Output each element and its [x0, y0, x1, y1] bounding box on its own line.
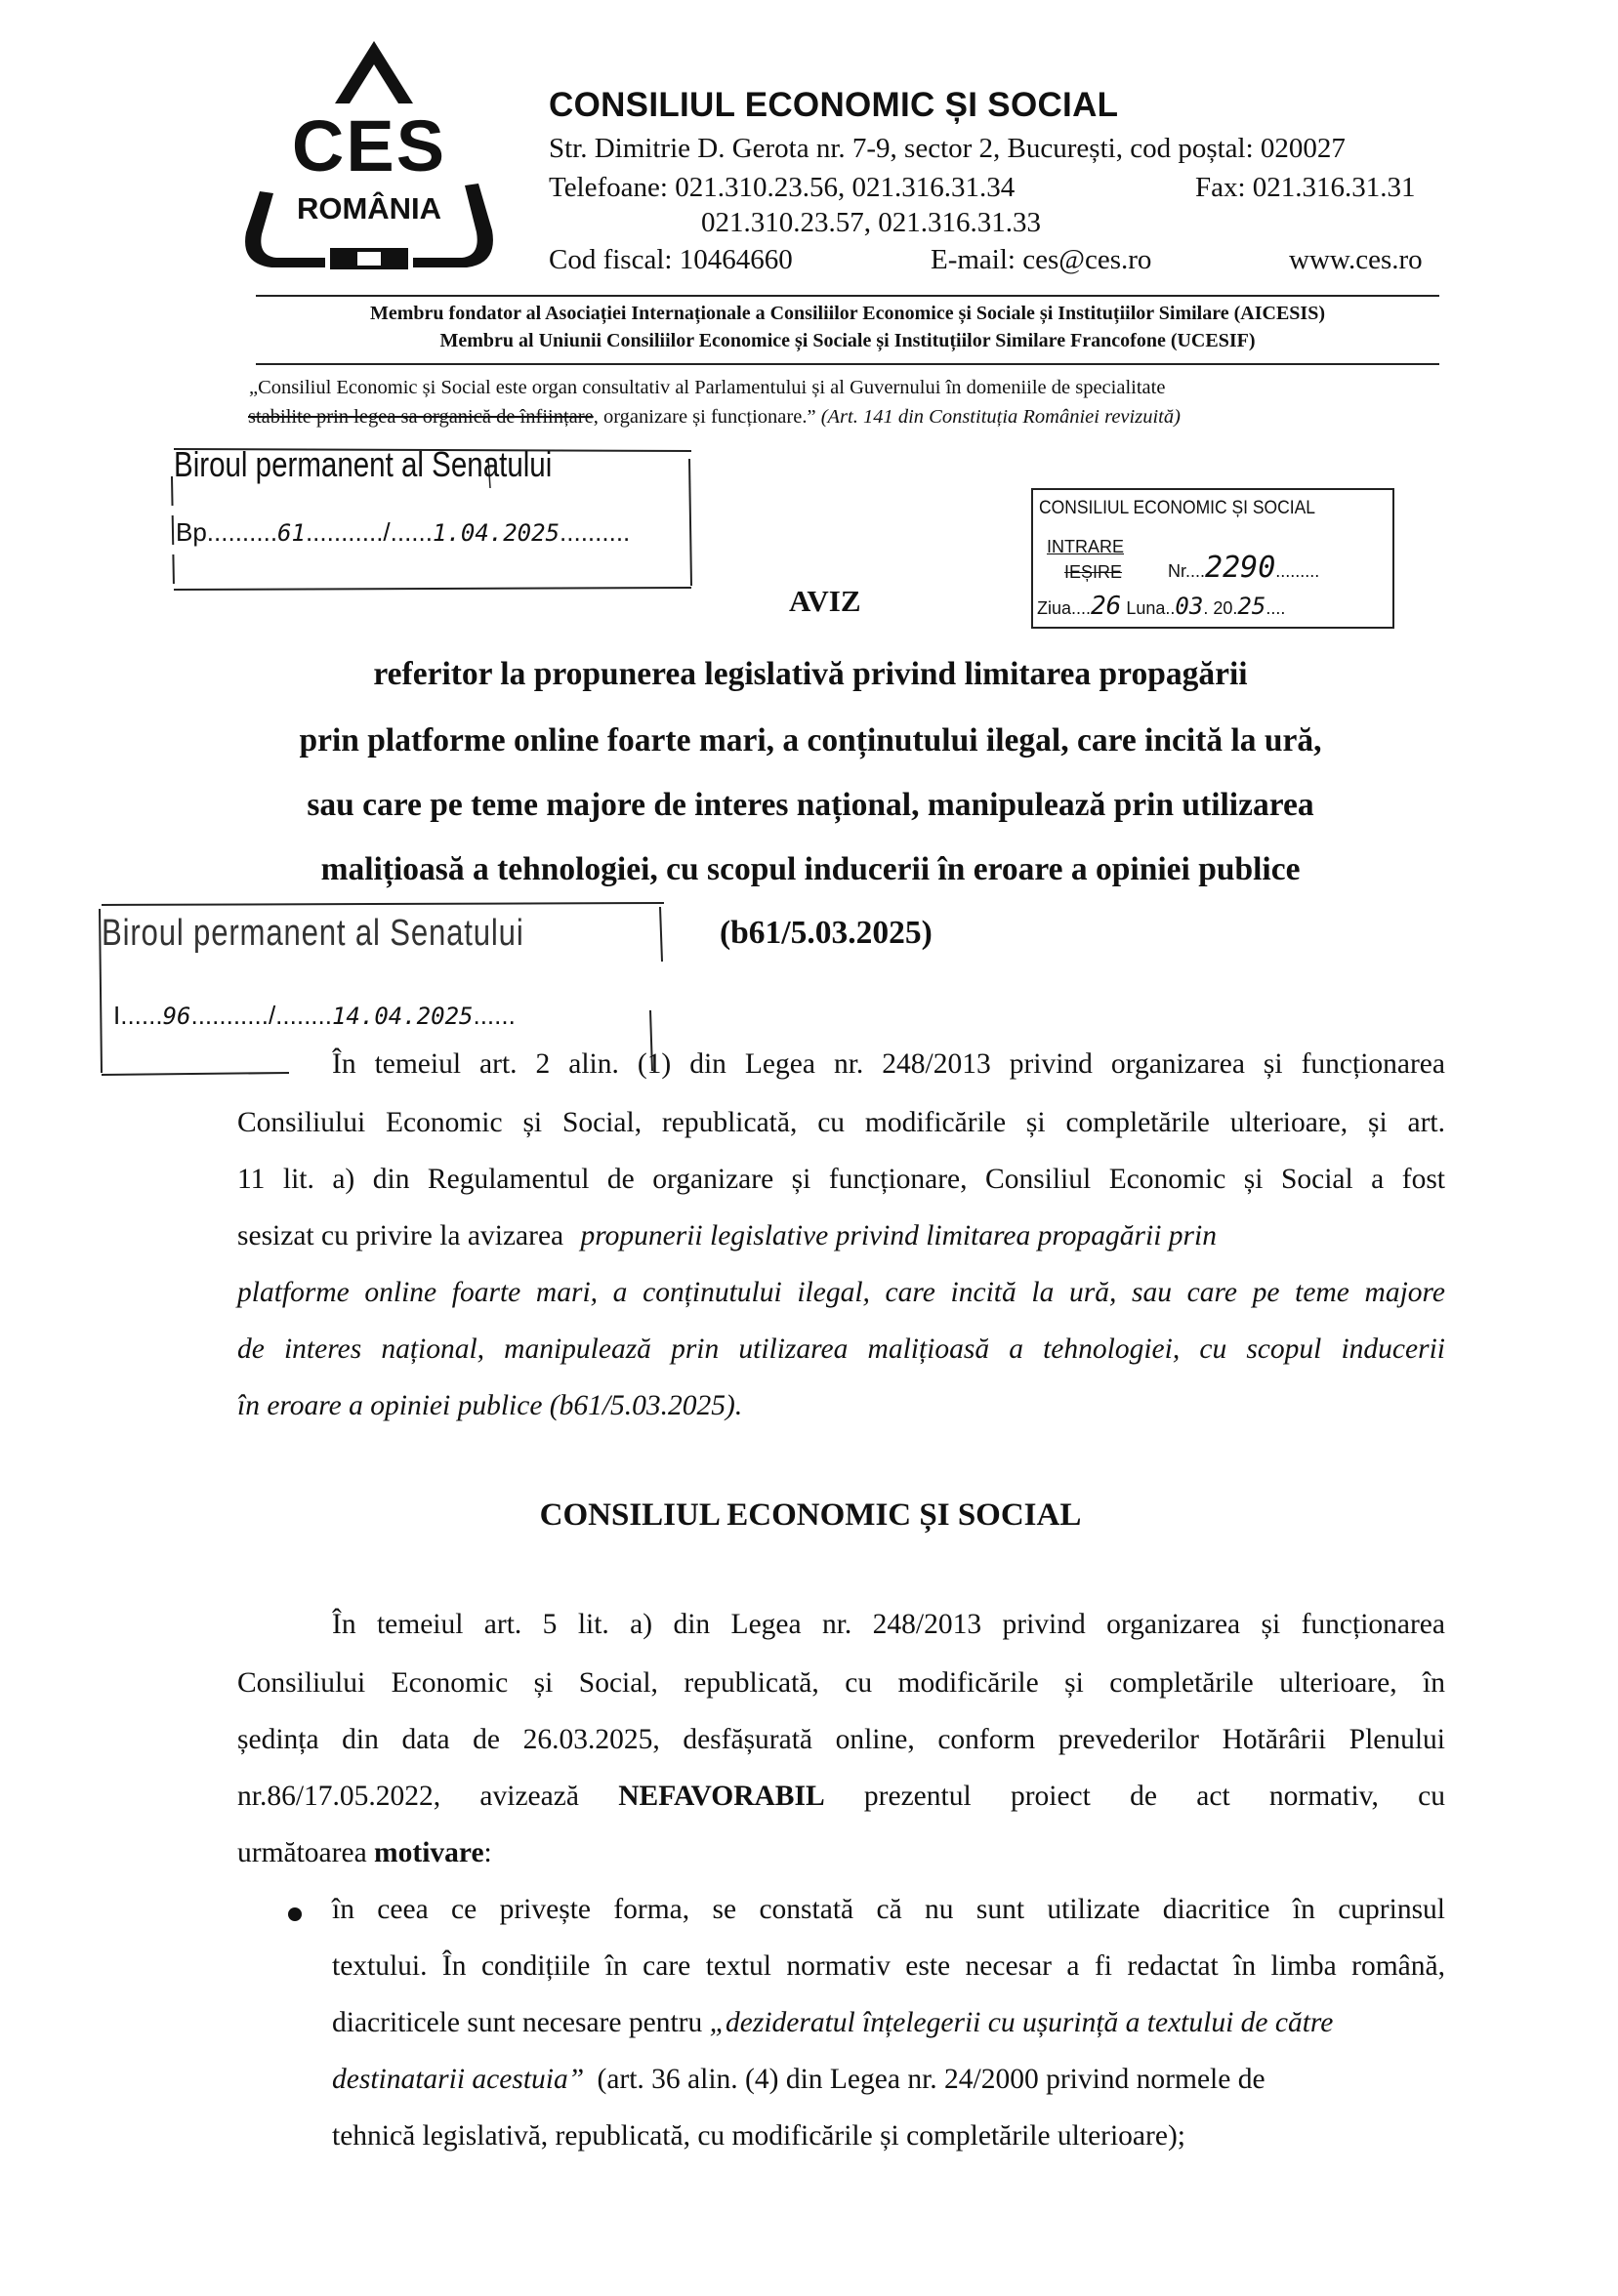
decision-line-5-c: :	[483, 1837, 492, 1868]
org-fax: Fax: 021.316.31.31	[1195, 172, 1416, 203]
decision-line-5-a: următoarea	[237, 1837, 367, 1868]
senate-stamp-1-prefix: Bp.	[176, 517, 215, 547]
ces-registry-iesire: IEȘIRE	[1064, 562, 1123, 582]
ces-registry-an-prefix: 20	[1213, 598, 1233, 618]
senate-stamp-1-number: 61	[277, 519, 306, 547]
ces-registry-stamp	[1031, 488, 1394, 629]
decision-line-5	[237, 1837, 492, 1869]
constitution-quote-line2	[248, 406, 1449, 429]
intro-line-4-italic: propunerii legislative privind limitarea propagării prin	[580, 1220, 1217, 1251]
org-cod-fiscal: Cod fiscal: 10464660	[549, 244, 793, 275]
subject-line-2: prin platforme online foarte mari, a conținutului ilegal, care incită la ură,	[299, 722, 1322, 758]
ces-registry-intrare: INTRARE	[1047, 537, 1125, 556]
intro-line-1: În temeiul art. 2 alin. (1) din Legea nr. 248/2013 privind organizarea și funcționarea	[332, 1048, 1445, 1080]
org-phones-line1: Telefoane: 021.310.23.56, 021.316.31.34	[549, 172, 1016, 203]
org-address: Str. Dimitrie D. Gerota nr. 7-9, sector 2, București, cod poștal: 020027	[549, 133, 1346, 164]
constitution-quote-reference: (Art. 141 din Constituția României revizuită)	[820, 406, 1181, 428]
senate-stamp-1-registration: Bp..........61.........../......1.04.2025..........	[176, 517, 631, 547]
senate-stamp-2-date: 14.04.2025	[331, 1003, 474, 1030]
bullet1-line-3	[332, 2007, 1445, 2039]
ces-registry-luna: 03	[1175, 593, 1204, 620]
bullet-dot	[288, 1907, 302, 1921]
membership-line2: Membru al Uniunii Consiliilor Economice și Sociale și Instituțiilor Similare Francofone (UCESIF)	[439, 330, 1256, 351]
ces-logo	[232, 37, 525, 281]
ces-registry-nr-row: Nr....2290.........	[1168, 551, 1320, 585]
decision-line-3: ședința din data de 26.03.2025, desfășurată online, conform prevederilor Hotărârii Plenului	[237, 1724, 1445, 1755]
intro-line-7: în eroare a opiniei publice (b61/5.03.2025).	[237, 1390, 743, 1421]
intro-line-5: platforme online foarte mari, a conținutului ilegal, care incită la ură, sau care pe teme majore	[237, 1277, 1445, 1308]
constitution-quote-line1: „Consiliul Economic și Social este organ consultativ al Parlamentului și al Guvernului în domeniile de specialitate	[249, 377, 1166, 398]
org-phones-line2: 021.310.23.57, 021.316.31.33	[701, 207, 1041, 238]
decision-verdict: NEFAVORABIL	[618, 1781, 825, 1812]
intro-line-3: 11 lit. a) din Regulamentul de organizare și funcționare, Consiliul Economic și Social a fost	[237, 1164, 1445, 1195]
senate-stamp-2-title: Biroul permanent al Senatului	[102, 913, 524, 954]
decision-motivare: motivare	[374, 1837, 484, 1868]
ces-registry-ziua-label: Ziua	[1037, 598, 1072, 618]
bullet1-line-3-italic: „dezideratul înțelegerii cu ușurință a textului de către	[709, 2007, 1334, 2038]
org-title: CONSILIUL ECONOMIC ȘI SOCIAL	[549, 86, 1119, 124]
logo-ces-text: CES	[291, 105, 447, 186]
bullet1-line-5: tehnică legislativă, republicată, cu modificările și completările ulterioare);	[332, 2120, 1185, 2152]
ces-registry-an: 25	[1237, 593, 1266, 620]
bullet1-line-1: în ceea ce privește forma, se constată că nu sunt utilizate diacritice în cuprinsul	[332, 1894, 1445, 1925]
decision-line-2: Consiliului Economic și Social, republicată, cu modificările și completările ulterioare, în	[237, 1667, 1445, 1699]
senate-stamp-2-registration: I......96.........../........14.04.2025......	[113, 1001, 516, 1030]
header-rule-bottom	[256, 363, 1439, 365]
ces-registry-stamp-title: CONSILIUL ECONOMIC ȘI SOCIAL	[1039, 498, 1315, 518]
ces-registry-nr-label: Nr.	[1168, 561, 1191, 581]
constitution-quote-start: stabilite prin legea sa organică de înființare	[248, 406, 594, 428]
logo-bracket-icon	[232, 174, 506, 281]
org-website: www.ces.ro	[1289, 244, 1423, 275]
document-heading: AVIZ	[789, 584, 861, 618]
bullet1-line-4-normal: (art. 36 alin. (4) din Legea nr. 24/2000 privind normele de	[597, 2064, 1265, 2095]
decision-line-4-a: nr.86/17.05.2022, avizează	[237, 1781, 579, 1812]
bullet1-line-3-normal: diacriticele sunt necesare pentru	[332, 2007, 703, 2038]
senate-stamp-2-number: 96	[162, 1003, 191, 1030]
bullet1-line-4	[332, 2064, 1445, 2096]
header-rule-top	[256, 295, 1439, 297]
senate-stamp-2-prefix: I	[113, 1001, 121, 1030]
intro-line-4	[237, 1220, 1445, 1252]
decision-line-4-c: prezentul proiect de act normativ, cu	[863, 1781, 1446, 1812]
ces-registry-date-row: Ziua....26 Luna..03. 20.25....	[1037, 592, 1286, 621]
bullet1-line-2: textului. În condițiile în care textul normativ este necesar a fi redactat în limba română,	[332, 1950, 1445, 1982]
decision-line-4	[237, 1781, 1445, 1813]
subject-line-3: sau care pe teme majore de interes național, manipulează prin utilizarea	[307, 787, 1314, 823]
membership-line1: Membru fondator al Asociației Internaționale a Consiliilor Economice și Sociale și Instituțiilor Similare (AICESIS)	[370, 303, 1325, 324]
org-email: E-mail: ces@ces.ro	[931, 244, 1152, 275]
section-heading: CONSILIUL ECONOMIC ȘI SOCIAL	[539, 1497, 1082, 1533]
intro-line-4-normal: sesizat cu privire la avizarea	[237, 1220, 564, 1251]
subject-line-4: malițioasă a tehnologiei, cu scopul inducerii în eroare a opiniei publice	[320, 851, 1301, 887]
ces-registry-ziua: 26	[1091, 592, 1122, 621]
constitution-quote-mid: , organizare și funcționare.”	[593, 406, 816, 428]
intro-line-6: de interes național, manipulează prin utilizarea malițioasă a tehnologiei, cu scopul inducerii	[237, 1333, 1445, 1365]
bullet1-line-4-italic: destinatarii acestuia”	[332, 2064, 585, 2095]
logo-romania-text: ROMÂNIA	[296, 191, 442, 226]
decision-line-1: În temeiul art. 5 lit. a) din Legea nr. 248/2013 privind organizarea și funcționarea	[332, 1609, 1445, 1640]
caret-logo-icon	[330, 37, 418, 105]
intro-line-2: Consiliului Economic și Social, republicată, cu modificările și completările ulterioare, și art.	[237, 1107, 1445, 1138]
ces-registry-luna-label: Luna	[1126, 598, 1166, 618]
subject-line-1: referitor la propunerea legislativă privind limitarea propagării	[373, 656, 1248, 692]
ces-registry-nr: 2290	[1205, 551, 1276, 585]
subject-code: (b61/5.03.2025)	[720, 915, 933, 951]
senate-stamp-1-title: Biroul permanent al Senatului	[174, 444, 553, 484]
senate-stamp-1-date: 1.04.2025	[432, 519, 560, 547]
